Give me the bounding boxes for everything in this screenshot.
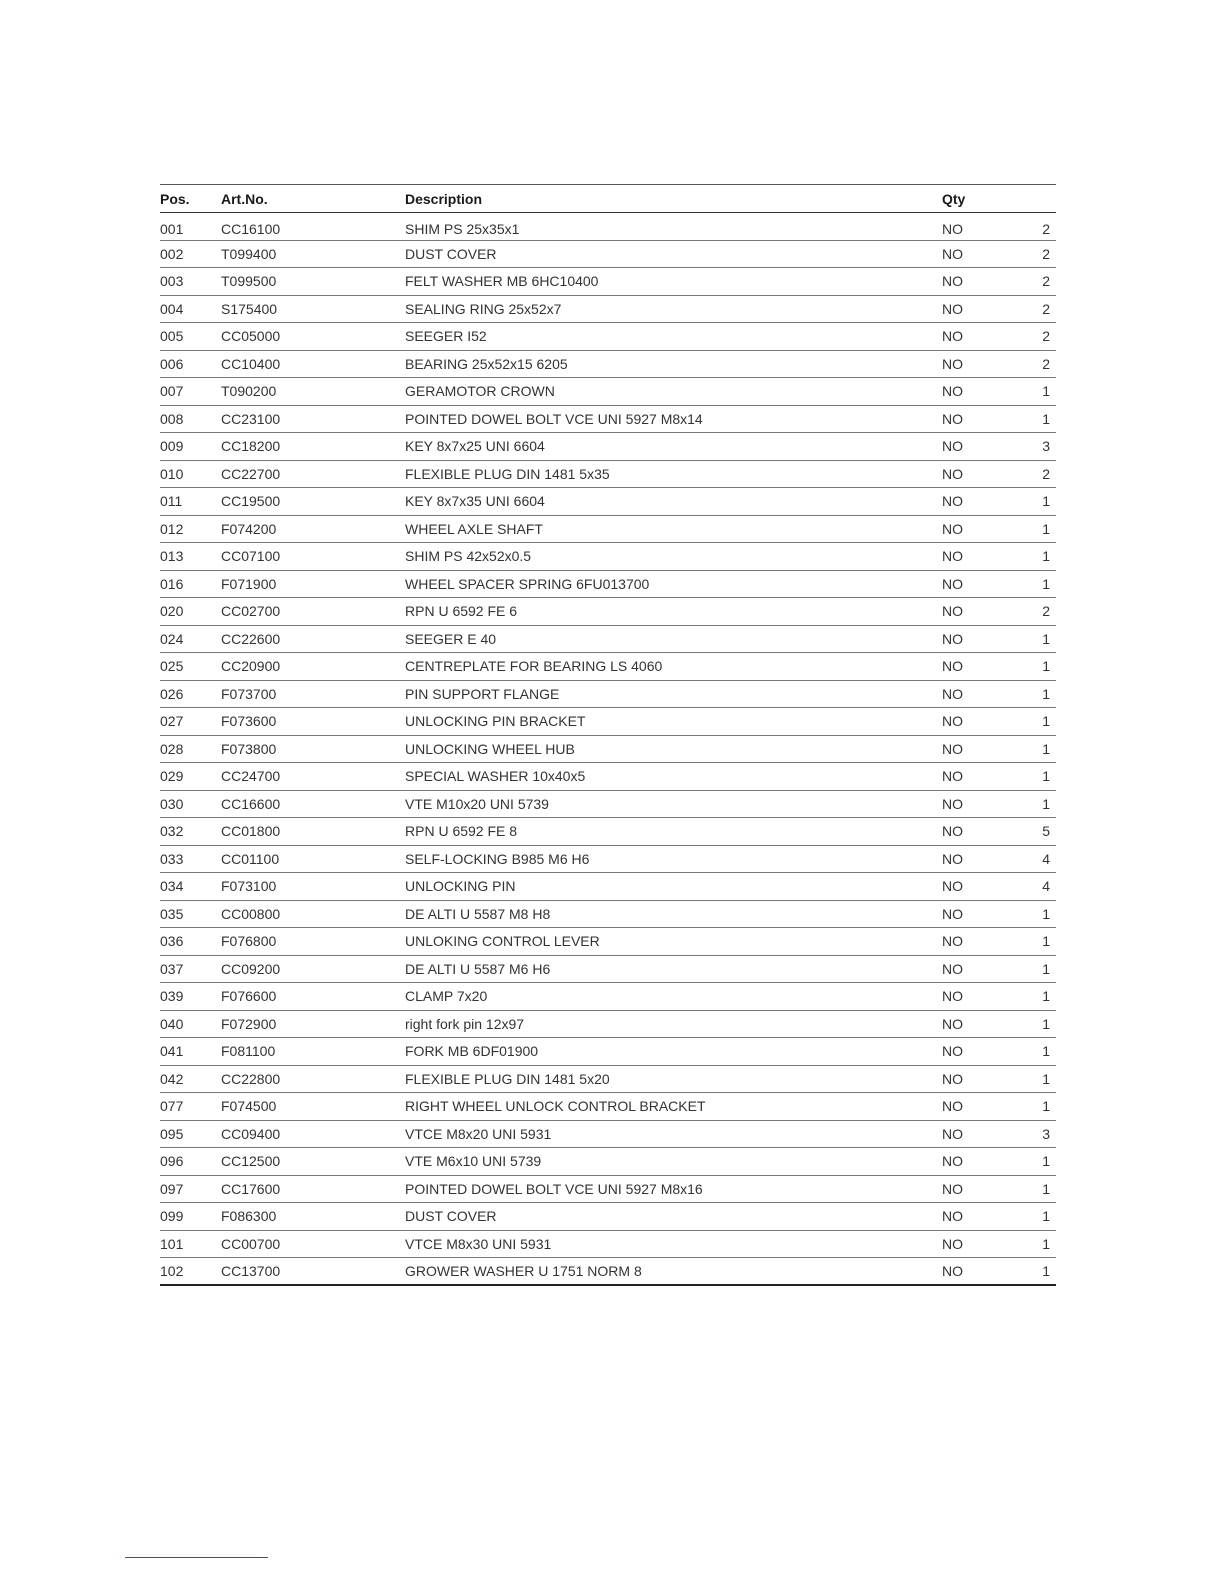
cell-unit: NO [942,520,963,537]
cell-unit: NO [942,795,963,812]
cell-pos: 102 [160,1263,184,1279]
cell-description: FLEXIBLE PLUG DIN 1481 5x20 [405,1070,610,1087]
cell-pos: 001 [160,221,184,238]
cell-unit: NO [942,383,963,400]
cell-unit: NO [942,713,963,730]
cell-art-no: CC20900 [221,658,281,675]
cell-description: right fork pin 12x97 [405,1015,525,1032]
cell-description: RIGHT WHEEL UNLOCK CONTROL BRACKET [405,1098,706,1115]
cell-art-no: CC05000 [221,328,281,345]
cell-pos: 030 [160,795,184,812]
header-art-no: Art.No. [221,190,268,207]
table-row [160,873,1056,901]
cell-art-no: CC10400 [221,355,281,372]
cell-description: WHEEL SPACER SPRING 6FU013700 [405,575,650,592]
cell-pos: 012 [160,520,184,537]
cell-description: SELF-LOCKING B985 M6 H6 [405,850,590,867]
table-row [160,240,1056,268]
footnote-rule [125,1557,268,1558]
table-row [160,763,1056,791]
cell-pos: 039 [160,988,184,1005]
cell-description: PIN SUPPORT FLANGE [405,685,560,702]
cell-art-no: CC01800 [221,823,281,840]
cell-description: KEY 8x7x35 UNI 6604 [405,493,545,510]
cell-unit: NO [942,960,963,977]
cell-pos: 097 [160,1180,184,1197]
cell-description: SEALING RING 25x52x7 [405,300,562,317]
cell-unit: NO [942,1070,963,1087]
cell-pos: 029 [160,768,184,785]
cell-art-no: F073800 [221,740,277,757]
table-row [160,625,1056,653]
cell-art-no: T090200 [221,383,277,400]
cell-description: KEY 8x7x25 UNI 6604 [405,438,545,455]
table-row [160,928,1056,956]
cell-art-no: F086300 [221,1208,277,1225]
cell-pos: 002 [160,245,184,262]
table-row [160,818,1056,846]
parts-table-body [160,213,1056,1286]
cell-art-no: S175400 [221,300,278,317]
cell-art-no: T099500 [221,273,277,290]
cell-pos: 036 [160,933,184,950]
cell-description: VTE M10x20 UNI 5739 [405,795,549,812]
table-row [160,1010,1056,1038]
cell-unit: NO [942,300,963,317]
cell-unit: NO [942,328,963,345]
cell-art-no: F074500 [221,1098,277,1115]
cell-qty: 2 [1042,355,1050,372]
cell-description: CENTREPLATE FOR BEARING LS 4060 [405,658,663,675]
cell-qty: 1 [1042,410,1050,427]
cell-pos: 011 [160,493,183,510]
cell-unit: NO [942,1180,963,1197]
cell-qty: 1 [1042,1043,1050,1060]
cell-pos: 005 [160,328,184,345]
cell-pos: 095 [160,1125,184,1142]
table-row [160,1120,1056,1148]
cell-art-no: CC12500 [221,1153,281,1170]
cell-pos: 077 [160,1098,184,1115]
cell-unit: NO [942,905,963,922]
cell-description: GERAMOTOR CROWN [405,383,555,400]
parts-table-header [160,185,1056,213]
cell-qty: 1 [1042,795,1050,812]
cell-pos: 026 [160,685,184,702]
cell-qty: 2 [1042,245,1050,262]
cell-unit: NO [942,658,963,675]
cell-unit: NO [942,768,963,785]
cell-qty: 1 [1042,1235,1050,1252]
cell-qty: 1 [1042,933,1050,950]
cell-pos: 025 [160,658,184,675]
header-description: Description [405,190,483,207]
cell-pos: 006 [160,355,184,372]
cell-art-no: F072900 [221,1015,277,1032]
cell-pos: 037 [160,960,184,977]
table-row [160,323,1056,351]
cell-unit: NO [942,1043,963,1060]
cell-qty: 1 [1042,905,1050,922]
cell-qty: 4 [1042,878,1050,895]
cell-qty: 1 [1042,1263,1050,1279]
cell-art-no: F076800 [221,933,277,950]
cell-description: SHIM PS 25x35x1 [405,221,520,238]
cell-art-no: CC23100 [221,410,281,427]
cell-pos: 099 [160,1208,184,1225]
cell-art-no: CC18200 [221,438,281,455]
cell-qty: 1 [1042,1180,1050,1197]
cell-qty: 2 [1042,465,1050,482]
parts-list-table [160,184,1056,1286]
table-row [160,708,1056,736]
cell-pos: 024 [160,630,184,647]
table-row [160,1065,1056,1093]
cell-art-no: CC02700 [221,603,281,620]
cell-qty: 3 [1042,438,1050,455]
table-row [160,433,1056,461]
cell-description: FLEXIBLE PLUG DIN 1481 5x35 [405,465,610,482]
cell-art-no: CC00800 [221,905,281,922]
cell-qty: 1 [1042,740,1050,757]
cell-description: VTE M6x10 UNI 5739 [405,1153,542,1170]
cell-unit: NO [942,850,963,867]
cell-art-no: CC22700 [221,465,281,482]
cell-pos: 016 [160,575,184,592]
table-row [160,1258,1056,1286]
cell-pos: 032 [160,823,184,840]
cell-description: UNLOCKING WHEEL HUB [405,740,575,757]
cell-art-no: CC19500 [221,493,281,510]
cell-qty: 2 [1042,603,1050,620]
cell-unit: NO [942,245,963,262]
cell-unit: NO [942,685,963,702]
cell-pos: 008 [160,410,184,427]
cell-qty: 1 [1042,713,1050,730]
cell-pos: 034 [160,878,184,895]
table-row [160,543,1056,571]
cell-art-no: CC16100 [221,221,281,238]
table-row [160,1203,1056,1231]
table-row [160,570,1056,598]
cell-art-no: CC13700 [221,1263,281,1279]
cell-description: BEARING 25x52x15 6205 [405,355,568,372]
cell-description: VTCE M8x30 UNI 5931 [405,1235,552,1252]
cell-qty: 1 [1042,1208,1050,1225]
table-row [160,790,1056,818]
cell-pos: 028 [160,740,184,757]
cell-qty: 1 [1042,493,1050,510]
cell-description: SEEGER E 40 [405,630,497,647]
cell-qty: 1 [1042,1098,1050,1115]
cell-pos: 027 [160,713,184,730]
cell-pos: 101 [160,1235,184,1252]
cell-qty: 4 [1042,850,1050,867]
cell-art-no: CC00700 [221,1235,281,1252]
cell-qty: 1 [1042,520,1050,537]
cell-unit: NO [942,221,963,238]
table-row [160,598,1056,626]
cell-unit: NO [942,1125,963,1142]
cell-description: SEEGER I52 [405,328,487,345]
cell-description: SHIM PS 42x52x0.5 [405,548,532,565]
header-qty: Qty [942,190,966,207]
cell-description: DUST COVER [405,1208,497,1225]
table-row [160,1230,1056,1258]
cell-qty: 1 [1042,685,1050,702]
cell-description: DE ALTI U 5587 M6 H6 [405,960,551,977]
table-row [160,680,1056,708]
cell-pos: 035 [160,905,184,922]
cell-art-no: CC22600 [221,630,281,647]
cell-pos: 040 [160,1015,184,1032]
table-row [160,350,1056,378]
cell-unit: NO [942,988,963,1005]
table-row [160,1093,1056,1121]
cell-qty: 3 [1042,1125,1050,1142]
cell-art-no: F074200 [221,520,277,537]
header-pos: Pos. [160,190,190,207]
cell-art-no: CC07100 [221,548,281,565]
cell-description: DE ALTI U 5587 M8 H8 [405,905,551,922]
table-row [160,1175,1056,1203]
cell-unit: NO [942,355,963,372]
table-row [160,653,1056,681]
cell-qty: 1 [1042,768,1050,785]
cell-art-no: F073600 [221,713,277,730]
cell-unit: NO [942,548,963,565]
cell-art-no: CC24700 [221,768,281,785]
cell-unit: NO [942,493,963,510]
cell-description: POINTED DOWEL BOLT VCE UNI 5927 M8x14 [405,410,703,427]
header-row [160,185,1056,213]
cell-art-no: T099400 [221,245,277,262]
cell-art-no: F076600 [221,988,277,1005]
cell-art-no: F081100 [221,1043,276,1060]
cell-art-no: CC17600 [221,1180,281,1197]
cell-description: GROWER WASHER U 1751 NORM 8 [405,1263,642,1279]
cell-pos: 041 [160,1043,184,1060]
cell-qty: 2 [1042,328,1050,345]
cell-pos: 013 [160,548,184,565]
table-row [160,460,1056,488]
cell-description: UNLOKING CONTROL LEVER [405,933,600,950]
table-row [160,1038,1056,1066]
cell-qty: 2 [1042,221,1050,238]
cell-qty: 1 [1042,548,1050,565]
cell-qty: 1 [1042,988,1050,1005]
cell-description: POINTED DOWEL BOLT VCE UNI 5927 M8x16 [405,1180,703,1197]
cell-description: FORK MB 6DF01900 [405,1043,539,1060]
table-row [160,845,1056,873]
cell-pos: 010 [160,465,184,482]
table-row [160,983,1056,1011]
cell-unit: NO [942,1235,963,1252]
cell-art-no: F073100 [221,878,277,895]
table-row [160,378,1056,406]
cell-description: RPN U 6592 FE 6 [405,603,518,620]
cell-unit: NO [942,465,963,482]
cell-art-no: CC01100 [221,850,280,867]
cell-qty: 2 [1042,300,1050,317]
cell-pos: 096 [160,1153,184,1170]
cell-description: FELT WASHER MB 6HC10400 [405,273,599,290]
cell-pos: 042 [160,1070,184,1087]
cell-description: VTCE M8x20 UNI 5931 [405,1125,552,1142]
cell-unit: NO [942,1263,963,1279]
cell-description: RPN U 6592 FE 8 [405,823,518,840]
cell-unit: NO [942,438,963,455]
cell-art-no: CC22800 [221,1070,281,1087]
table-row [160,900,1056,928]
table-row [160,955,1056,983]
cell-unit: NO [942,823,963,840]
cell-qty: 2 [1042,273,1050,290]
cell-unit: NO [942,1015,963,1032]
table-row [160,515,1056,543]
cell-unit: NO [942,933,963,950]
cell-qty: 1 [1042,383,1050,400]
cell-pos: 003 [160,273,184,290]
table-row [160,735,1056,763]
cell-unit: NO [942,273,963,290]
cell-art-no: F071900 [221,575,277,592]
table-row [160,268,1056,296]
cell-description: WHEEL AXLE SHAFT [405,520,543,537]
table-row [160,1148,1056,1176]
table-row [160,295,1056,323]
cell-unit: NO [942,603,963,620]
cell-unit: NO [942,1208,963,1225]
cell-unit: NO [942,410,963,427]
cell-pos: 007 [160,383,184,400]
cell-description: SPECIAL WASHER 10x40x5 [405,768,586,785]
cell-art-no: CC16600 [221,795,281,812]
cell-unit: NO [942,575,963,592]
cell-art-no: F073700 [221,685,277,702]
cell-qty: 1 [1042,575,1050,592]
cell-qty: 1 [1042,630,1050,647]
cell-pos: 020 [160,603,184,620]
cell-qty: 1 [1042,1153,1050,1170]
cell-unit: NO [942,1153,963,1170]
table-row [160,488,1056,516]
cell-unit: NO [942,878,963,895]
cell-unit: NO [942,630,963,647]
cell-unit: NO [942,1098,963,1115]
table-row [160,213,1056,241]
cell-art-no: CC09400 [221,1125,281,1142]
cell-qty: 5 [1042,823,1050,840]
cell-qty: 1 [1042,658,1050,675]
cell-pos: 009 [160,438,184,455]
cell-description: UNLOCKING PIN BRACKET [405,713,586,730]
cell-qty: 1 [1042,960,1050,977]
cell-description: UNLOCKING PIN [405,878,516,895]
cell-qty: 1 [1042,1070,1050,1087]
cell-qty: 1 [1042,1015,1050,1032]
header-spacer [1002,185,1056,213]
cell-pos: 004 [160,300,184,317]
cell-art-no: CC09200 [221,960,281,977]
cell-description: CLAMP 7x20 [405,988,488,1005]
cell-description: DUST COVER [405,245,497,262]
cell-pos: 033 [160,850,184,867]
table-row [160,405,1056,433]
cell-unit: NO [942,740,963,757]
